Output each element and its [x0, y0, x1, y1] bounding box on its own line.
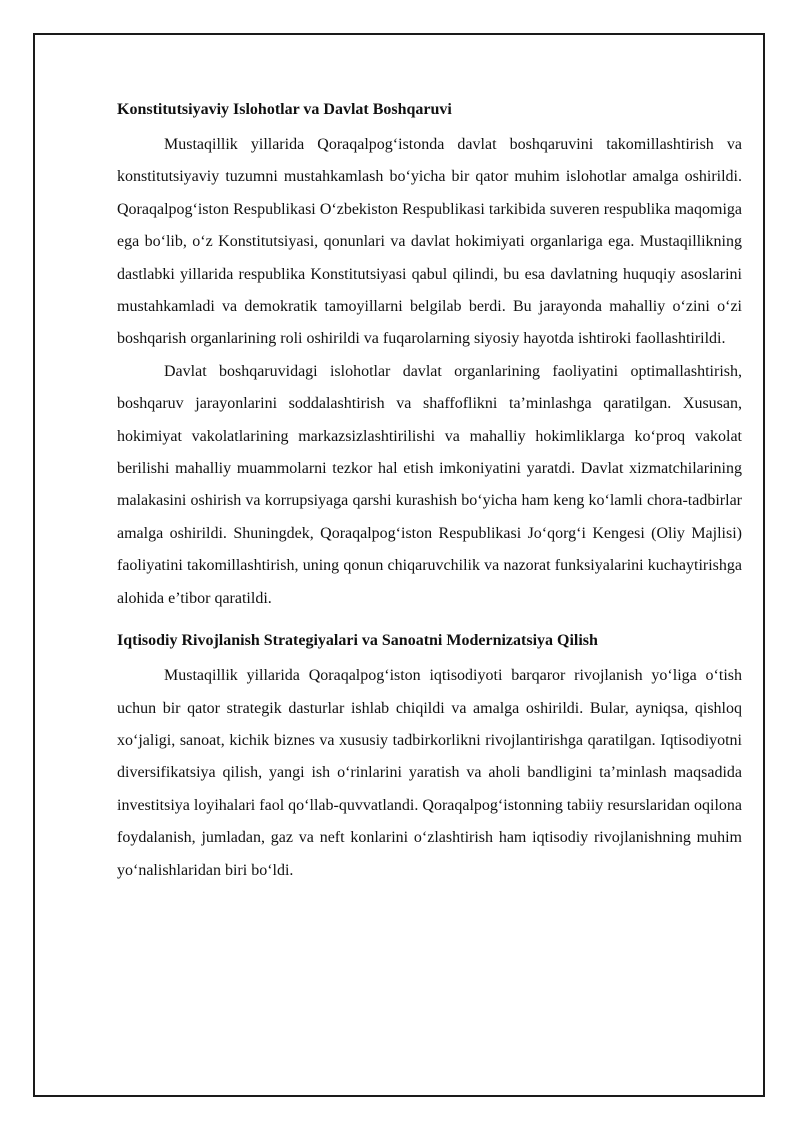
paragraph-economic-development-1: Mustaqillik yillarida Qoraqalpog‘iston iqtisodiyoti barqaror rivojlanish yo‘liga o‘tish uchun bir qator strategik dasturlar ishlab chiqildi va amalga oshirildi. Bular, ayniqsa, qishloq xo‘jaligi, sanoat, kichik biznes va xususiy tadbirkorlikni rivojlantirishga qaratilgan. Iqtisodiyotni diversifikatsiya qilish, yangi ish o‘rinlarini yaratish va aholi bandligini ta’minlash maqsadida investitsiya loyihalari faol qo‘llab-quvvatlandi. Qoraqalpog‘istonning tabiiy resurslaridan oqilona foydalanish, jumladan, gaz va neft konlarini o‘zlashtirish ham iqtisodiy rivojlanishning muhim yo‘nalishlaridan biri bo‘ldi.	[117, 667, 742, 879]
section-heading-constitutional-reforms: Konstitutsiyaviy Islohotlar va Davlat Boshqaruvi	[117, 101, 452, 118]
paragraph-constitutional-reforms-2: Davlat boshqaruvidagi islohotlar davlat organlarining faoliyatini optimallashtirish, boshqaruv jarayonlarini soddalashtirish va shaffoflikni ta’minlashga qaratilgan. Xususan, hokimiyat vakolatlarining markazsizlashtirilishi va mahalliy hokimliklarga ko‘proq vakolat berilishi mahalliy muammolarni tezkor hal etish imkoniyatini yaratdi. Davlat xizmatchilarining malakasini oshirish va korrupsiyaga qarshi kurashish bo‘yicha ham keng ko‘lamli chora-tadbirlar amalga oshirildi. Shuningdek, Qoraqalpog‘iston Respublikasi Jo‘qorg‘i Kengesi (Oliy Majlisi) faoliyatini takomillashtirish, uning qonun chiqaruvchilik va nazorat funksiyalarini kuchaytirishga alohida e’tibor qaratildi.	[117, 362, 742, 607]
document-body	[117, 94, 742, 887]
section-heading-economic-development: Iqtisodiy Rivojlanish Strategiyalari va Sanoatni Modernizatsiya Qilish	[117, 632, 598, 650]
paragraph-constitutional-reforms-1: Mustaqillik yillarida Qoraqalpog‘istonda davlat boshqaruvini takomillashtirish va konstitutsiyaviy tuzumni mustahkamlash bo‘yicha bir qator muhim islohotlar amalga oshirildi. Qoraqalpog‘iston Respublikasi O‘zbekiston Respublikasi tarkibida suveren respublika maqomiga ega bo‘lib, o‘z Konstitutsiyasi, qonunlari va davlat hokimiyati organlariga ega. Mustaqillikning dastlabki yillarida respublika Konstitutsiyasi qabul qilindi, bu esa davlatning huquqiy asoslarini mustahkamladi va demokratik tamoyillarni belgilab berdi. Bu jarayonda mahalliy o‘zini o‘zi boshqarish organlarining roli oshirildi va fuqarolarning siyosiy hayotda ishtiroki faollashtirildi.	[117, 136, 742, 348]
